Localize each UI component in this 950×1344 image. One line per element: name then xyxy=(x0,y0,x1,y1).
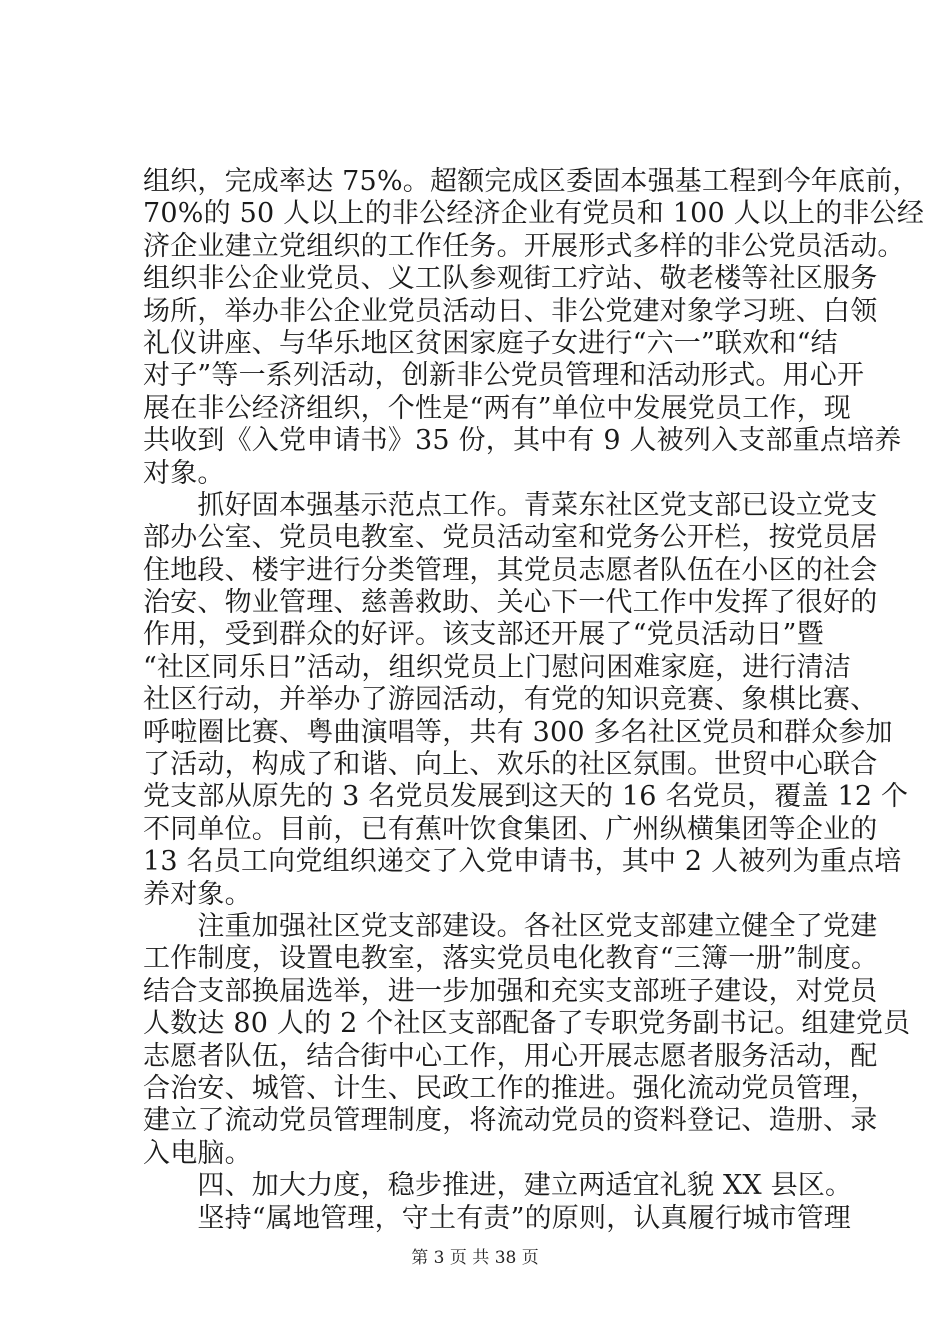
text-line: 人数达 80 人的 2 个社区支部配备了专职党务副书记。组建党员 xyxy=(143,1008,911,1040)
text-line: 工作制度，设置电教室，落实党员电化教育“三簿一册”制度。 xyxy=(143,943,879,975)
text-line: 合治安、城管、计生、民政工作的推进。强化流动党员管理， xyxy=(143,1072,878,1104)
paragraph-start-line: 坚持“属地管理，守土有责”的原则，认真履行城市管理 xyxy=(143,1202,852,1234)
text-line: 场所，举办非公企业党员活动日、非公党建对象学习班、白领 xyxy=(143,295,878,327)
text-line: 对象。 xyxy=(143,457,225,489)
page-number-footer: 第 3 页 共 38 页 xyxy=(411,1248,539,1268)
document-body xyxy=(143,166,925,1235)
text-line: 组织非公企业党员、义工队参观街工疗站、敬老楼等社区服务 xyxy=(143,263,878,295)
text-line: 组织，完成率达 75%。超额完成区委固本强基工程到今年底前， xyxy=(143,166,920,197)
text-line: 建立了流动党员管理制度，将流动党员的资料登记、造册、录 xyxy=(143,1105,878,1137)
text-line: 养对象。 xyxy=(143,878,252,910)
text-line: 对子”等一系列活动，创新非公党员管理和活动形式。用心开 xyxy=(143,360,865,392)
text-line: 治安、物业管理、慈善救助、关心下一代工作中发挥了很好的 xyxy=(143,587,878,619)
section-heading: 四、加大力度，稳步推进，建立两适宜礼貌 XX 县区。 xyxy=(143,1170,853,1202)
text-line: 作用，受到群众的好评。该支部还开展了“党员活动日”暨 xyxy=(143,619,824,651)
text-line: 志愿者队伍，结合街中心工作，用心开展志愿者服务活动，配 xyxy=(143,1040,878,1072)
text-line: 济企业建立党组织的工作任务。开展形式多样的非公党员活动。 xyxy=(143,230,905,262)
text-line: 70%的 50 人以上的非公经济企业有党员和 100 人以上的非公经 xyxy=(143,198,925,230)
text-line: 了活动，构成了和谐、向上、欢乐的社区氛围。世贸中心联合 xyxy=(143,749,878,781)
text-line: 部办公室、党员电教室、党员活动室和党务公开栏，按党员居 xyxy=(143,522,878,554)
text-line: 共收到《入党申请书》35 份，其中有 9 人被列入支部重点培养 xyxy=(143,425,902,457)
text-line: 13 名员工向党组织递交了入党申请书，其中 2 人被列为重点培 xyxy=(143,846,902,878)
paragraph-start-line: 注重加强社区党支部建设。各社区党支部建立健全了党建 xyxy=(143,910,878,942)
text-line: 社区行动，并举办了游园活动，有党的知识竞赛、象棋比赛、 xyxy=(143,684,878,716)
text-line: 党支部从原先的 3 名党员发展到这天的 16 名党员，覆盖 12 个 xyxy=(143,781,909,813)
text-line: “社区同乐日”活动，组织党员上门慰问困难家庭，进行清洁 xyxy=(143,651,852,683)
text-line: 结合支部换届选举，进一步加强和充实支部班子建设，对党员 xyxy=(143,975,878,1007)
text-line: 展在非公经济组织，个性是“两有”单位中发展党员工作，现 xyxy=(143,392,852,424)
text-line: 不同单位。目前，已有蕉叶饮食集团、广州纵横集团等企业的 xyxy=(143,813,878,845)
text-line: 入电脑。 xyxy=(143,1137,252,1169)
text-line: 呼啦圈比赛、粤曲演唱等，共有 300 多名社区党员和群众参加 xyxy=(143,716,893,748)
text-line: 礼仪讲座、与华乐地区贫困家庭子女进行“六一”联欢和“结 xyxy=(143,327,838,359)
paragraph-start-line: 抓好固本强基示范点工作。青菜东社区党支部已设立党支 xyxy=(143,489,878,521)
text-line: 住地段、楼宇进行分类管理，其党员志愿者队伍在小区的社会 xyxy=(143,554,878,586)
